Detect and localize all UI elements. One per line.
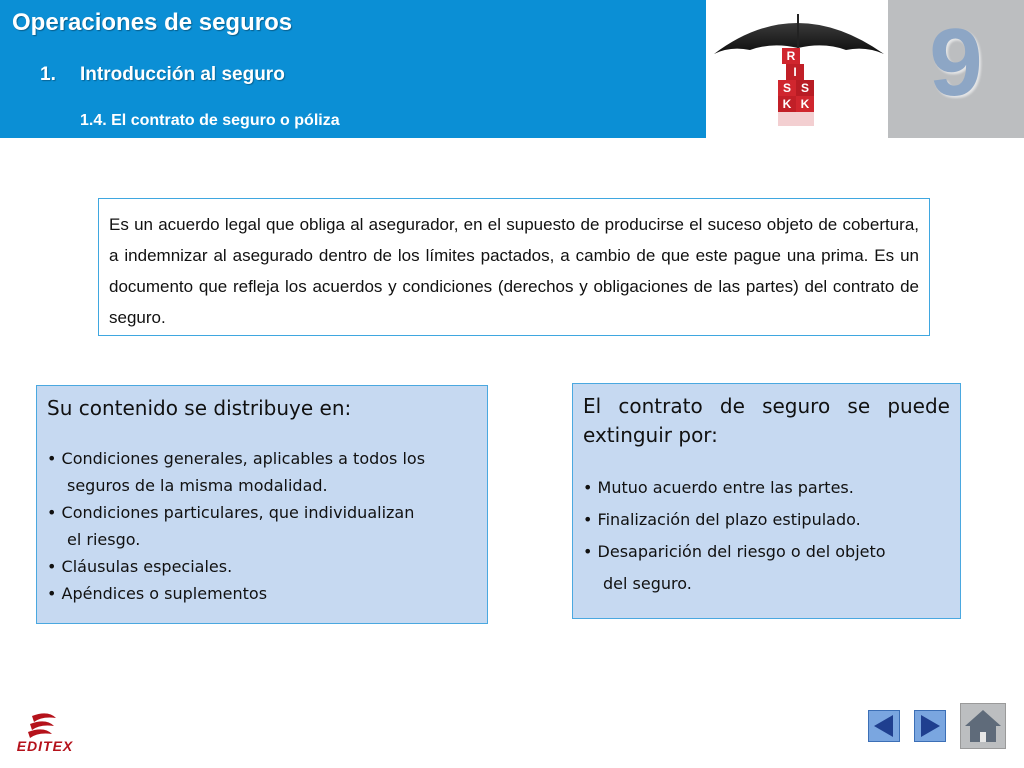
umbrella-risk-image	[706, 0, 888, 138]
block-letter: R	[786, 49, 796, 63]
contract-extinction-panel	[572, 383, 961, 619]
home-button[interactable]	[960, 703, 1006, 749]
list-item: • Condiciones particulares, que individualizan el riesgo.	[47, 503, 415, 549]
presentation-title: Operaciones de seguros	[12, 9, 293, 36]
section-heading	[40, 64, 285, 86]
list-item: • Desaparición del riesgo o del objeto del seguro.	[583, 542, 886, 593]
subsection-heading: 1.4. El contrato de seguro o póliza	[80, 112, 340, 129]
unit-number-box	[888, 0, 1024, 138]
previous-slide-button[interactable]	[868, 710, 900, 742]
unit-number: 9	[929, 9, 983, 116]
section-number: 1.	[40, 64, 56, 85]
next-slide-button[interactable]	[914, 710, 946, 742]
content-panel-title: Su contenido se distribuye en:	[47, 396, 352, 420]
block-letter: K	[782, 97, 792, 111]
block-letter: K	[800, 97, 810, 111]
content-list	[47, 445, 477, 607]
umbrella-icon	[706, 0, 888, 138]
extinction-panel-title: El contrato de seguro se puede extinguir por:	[583, 394, 950, 447]
list-item: • Mutuo acuerdo entre las partes.	[583, 478, 854, 497]
list-item: • Condiciones generales, aplicables a todos los seguros de la misma modalidad.	[47, 449, 426, 495]
list-item: • Cláusulas especiales.	[47, 557, 233, 576]
extinction-list	[583, 472, 950, 600]
list-item: • Apéndices o suplementos	[47, 584, 268, 603]
header-banner	[0, 0, 706, 138]
arrow-left-icon	[869, 711, 899, 741]
logo-text: EDITEX	[16, 738, 74, 754]
block-letter: I	[793, 65, 797, 79]
definition-text: Es un acuerdo legal que obliga al asegurador, en el supuesto de producirse el suceso objeto de cobertura, a indemnizar al asegurado dentro de los límites pactados, a cambio de que este pague una prima. Es un documento que refleja los acuerdos y condiciones (derechos y obligaciones de las partes) del contrato de seguro.	[109, 215, 919, 327]
editex-logo	[10, 712, 80, 760]
content-distribution-panel	[36, 385, 488, 624]
block-letter: S	[782, 81, 792, 95]
list-item: • Finalización del plazo estipulado.	[583, 510, 861, 529]
home-icon	[961, 704, 1005, 748]
arrow-right-icon	[915, 711, 945, 741]
definition-box	[98, 198, 930, 336]
block-letter: S	[800, 81, 810, 95]
section-title: Introducción al seguro	[80, 64, 285, 85]
